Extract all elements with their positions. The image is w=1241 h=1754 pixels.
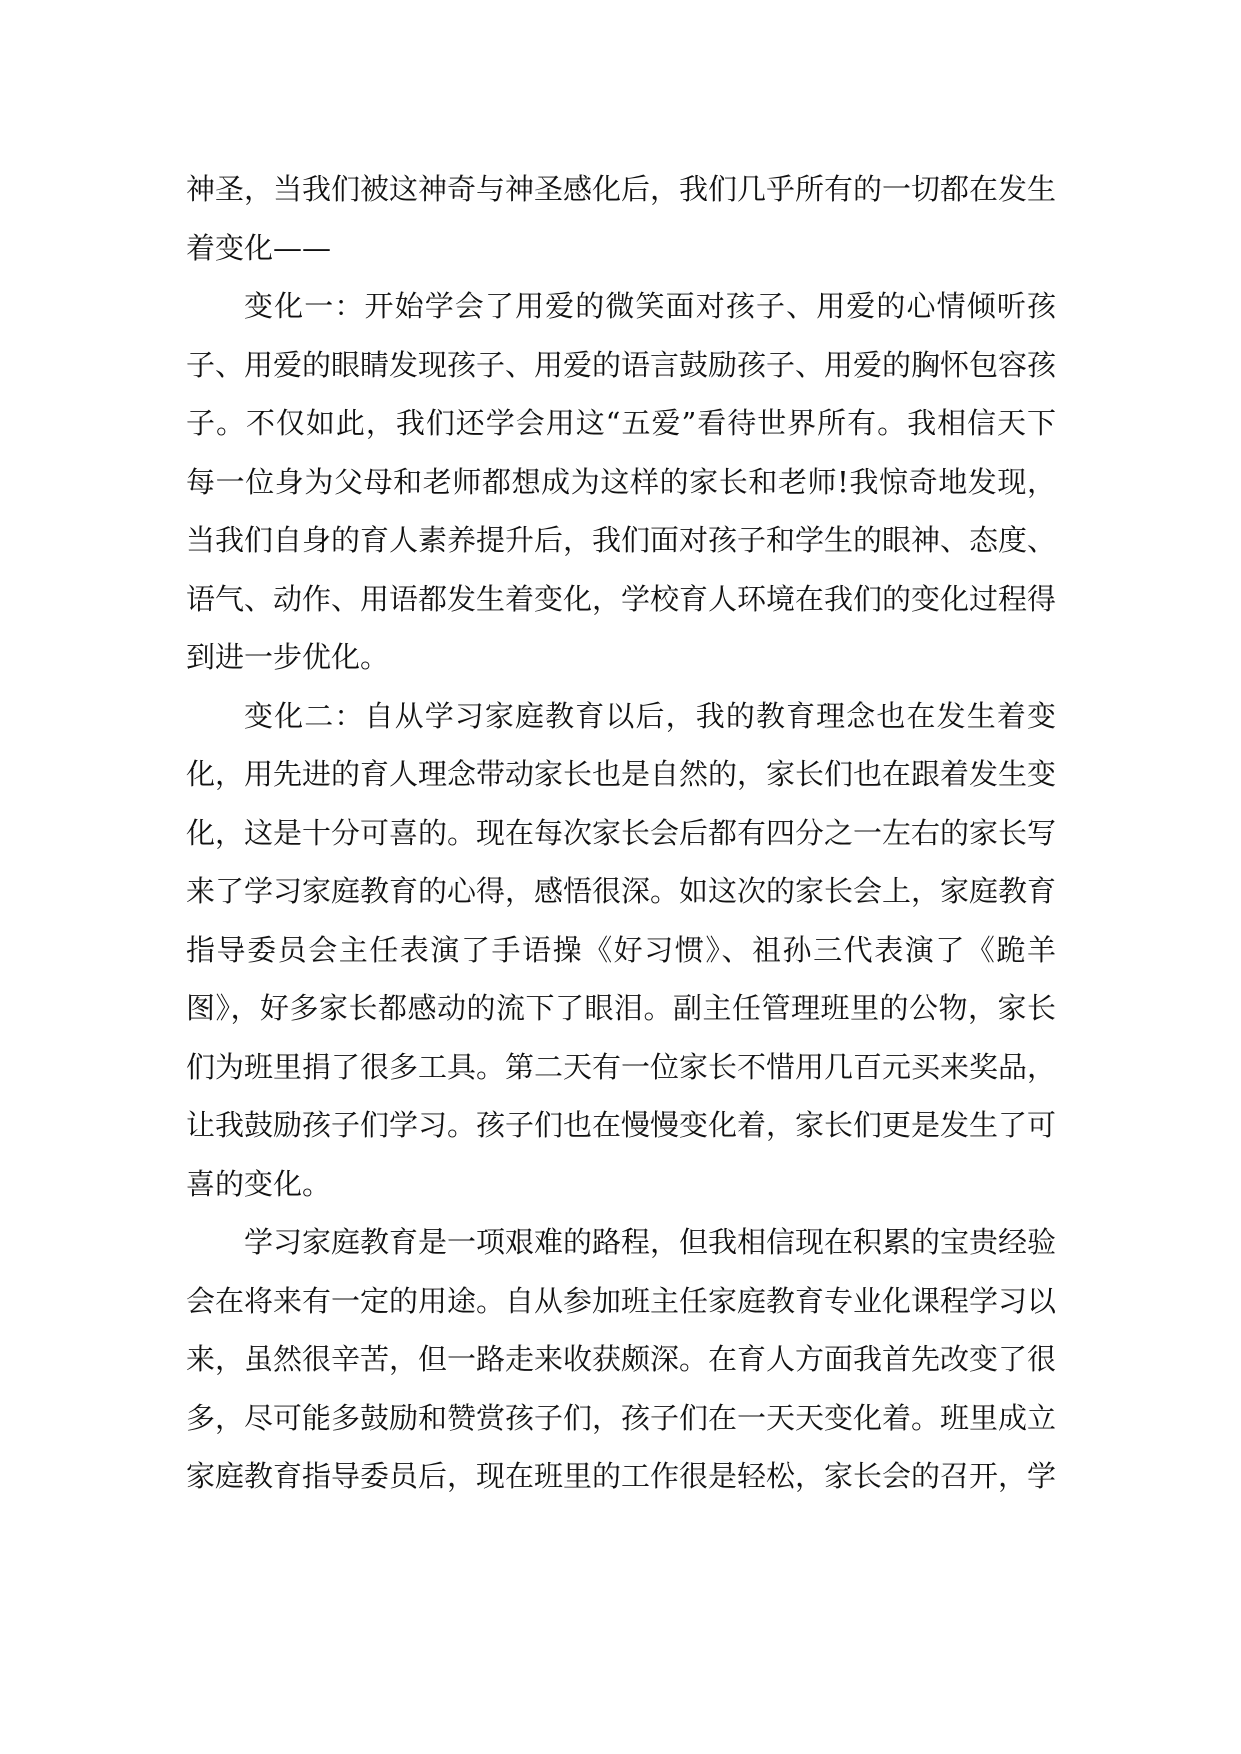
document-page [186, 160, 1056, 1506]
paragraph-change-two: 变化二：自从学习家庭教育以后，我的教育理念也在发生着变化，用先进的育人理念带动家长也是自然的，家长们也在跟着发生变化，这是十分可喜的。现在每次家长会后都有四分之一左右的家长写来了学习家庭教育的心得，感悟很深。如这次的家长会上，家庭教育指导委员会主任表演了手语操《好习惯》、祖孙三代表演了《跪羊图》，好多家长都感动的流下了眼泪。副主任管理班里的公物，家长们为班里捐了很多工具。第二天有一位家长不惜用几百元买来奖品，让我鼓励孩子们学习。孩子们也在慢慢变化着，家长们更是发生了可喜的变化。 [186, 698, 1057, 1201]
paragraph-learning-journey: 学习家庭教育是一项艰难的路程，但我相信现在积累的宝贵经验会在将来有一定的用途。自从参加班主任家庭教育专业化课程学习以来，虽然很辛苦，但一路走来收获颇深。在育人方面我首先改变了很多，尽可能多鼓励和赞赏孩子们，孩子们在一天天变化着。班里成立家庭教育指导委员后，现在班里的工作很是轻松，家长会的召开，学 [186, 1225, 1057, 1493]
paragraph-continuation: 神圣，当我们被这神奇与神圣感化后，我们几乎所有的一切都在发生着变化—— [186, 172, 1057, 265]
paragraph-change-one: 变化一：开始学会了用爱的微笑面对孩子、用爱的心情倾听孩子、用爱的眼睛发现孩子、用爱的语言鼓励孩子、用爱的胸怀包容孩子。不仅如此，我们还学会用这“五爱”看待世界所有。我相信天下每一位身为父母和老师都想成为这样的家长和老师!我惊奇地发现，当我们自身的育人素养提升后，我们面对孩子和学生的眼神、态度、语气、动作、用语都发生着变化，学校育人环境在我们的变化过程得到进一步优化。 [186, 289, 1057, 674]
